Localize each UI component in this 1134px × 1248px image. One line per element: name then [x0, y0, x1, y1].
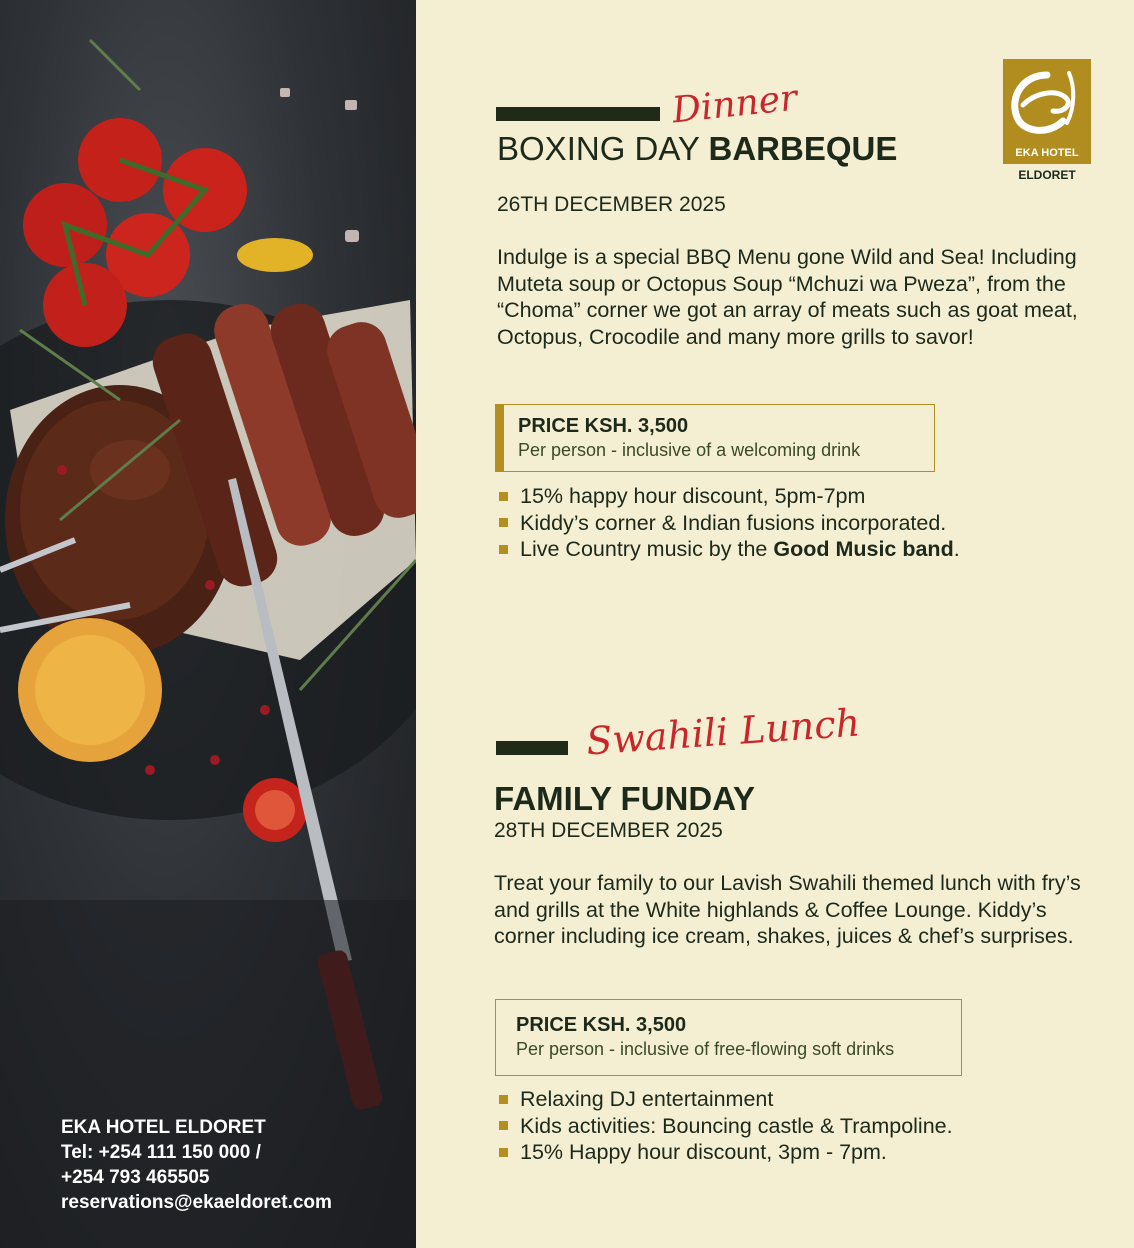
list-item: [499, 1086, 953, 1113]
event2-date: 28TH DECEMBER 2025: [494, 819, 723, 842]
event2-price: PRICE KSH. 3,500: [516, 1014, 687, 1036]
logo-name: EKA HOTEL: [1015, 147, 1079, 159]
eka-e-monogram-icon: [1003, 63, 1091, 141]
event2-bullet-list: [499, 1086, 953, 1166]
event2-bullet-text: Kids activities: Bouncing castle & Trampoline.: [520, 1113, 953, 1138]
logo-location: ELDORET: [1018, 168, 1076, 182]
list-item: [499, 1139, 953, 1166]
event1-bullet-text: [520, 536, 960, 563]
event1-date: 26TH DECEMBER 2025: [497, 193, 726, 216]
event2-bullet-text: 15% Happy hour discount, 3pm - 7pm.: [520, 1140, 887, 1164]
event1-description: Indulge is a special BBQ Menu gone Wild and Sea! Including Muteta soup or Octopus Soup “Mchuzi wa Pweza”, from the “Choma” corner we got an array of meats such as goat meat, Octopus, Crocodile and many more grills to savor!: [497, 245, 1078, 349]
event1-title: [497, 130, 897, 168]
event2-title: FAMILY FUNDAY: [494, 780, 756, 817]
event1-price: PRICE KSH. 3,500: [518, 415, 689, 437]
bullet-icon: [499, 518, 508, 527]
bullet-icon: [499, 545, 508, 554]
event1-bullet3-prefix: Live Country music by the: [520, 537, 774, 561]
event1-bullet3-suffix: .: [953, 537, 960, 561]
bullet-icon: [499, 1095, 508, 1104]
event2-bullet-text: Relaxing DJ entertainment: [520, 1087, 774, 1111]
event1-title-bold: BARBEQUE: [708, 130, 898, 167]
event2-price-note: Per person - inclusive of free-flowing soft drinks: [516, 1039, 895, 1059]
bullet-icon: [499, 1148, 508, 1157]
list-item: [499, 536, 960, 563]
section-1-accent-bar: [496, 107, 660, 121]
bbq-food-illustration: [0, 0, 416, 1248]
list-item: [499, 1113, 953, 1140]
contact-phone-2[interactable]: +254 793 465505: [61, 1167, 210, 1188]
event1-bullet-text: 15% happy hour discount, 5pm-7pm: [520, 484, 866, 508]
event1-price-box: [495, 404, 935, 472]
bullet-icon: [499, 492, 508, 501]
event1-bullet-text: Kiddy’s corner & Indian fusions incorporated.: [520, 510, 947, 535]
eka-hotel-logo: [1003, 59, 1091, 164]
section-2-accent-bar: [496, 741, 568, 755]
contact-hotel-name: EKA HOTEL ELDORET: [61, 1117, 266, 1138]
bullet-icon: [499, 1121, 508, 1130]
event2-price-box: [495, 999, 962, 1076]
contact-phone-1[interactable]: Tel: +254 111 150 000 /: [61, 1142, 261, 1163]
contact-email[interactable]: reservations@ekaeldoret.com: [61, 1192, 332, 1213]
event2-script-label: Swahili Lunch: [584, 700, 862, 764]
event2-description: Treat your family to our Lavish Swahili themed lunch with fry’s and grills at the White highlands & Coffee Lounge. Kiddy’s corner including ice cream, shakes, juices & chef’s surprises.: [494, 871, 1081, 948]
event1-band-name: Good Music band: [773, 537, 954, 561]
event1-price-note: Per person - inclusive of a welcoming drink: [518, 440, 861, 460]
event1-price-accent: [496, 405, 504, 471]
contact-info: [61, 1115, 332, 1215]
event1-bullet-list: [499, 483, 960, 563]
event1-script-label: Dinner: [670, 77, 800, 132]
food-photo-panel: [0, 0, 416, 1248]
list-item: [499, 483, 960, 510]
list-item: [499, 510, 960, 537]
event1-title-light: BOXING DAY: [497, 130, 700, 167]
